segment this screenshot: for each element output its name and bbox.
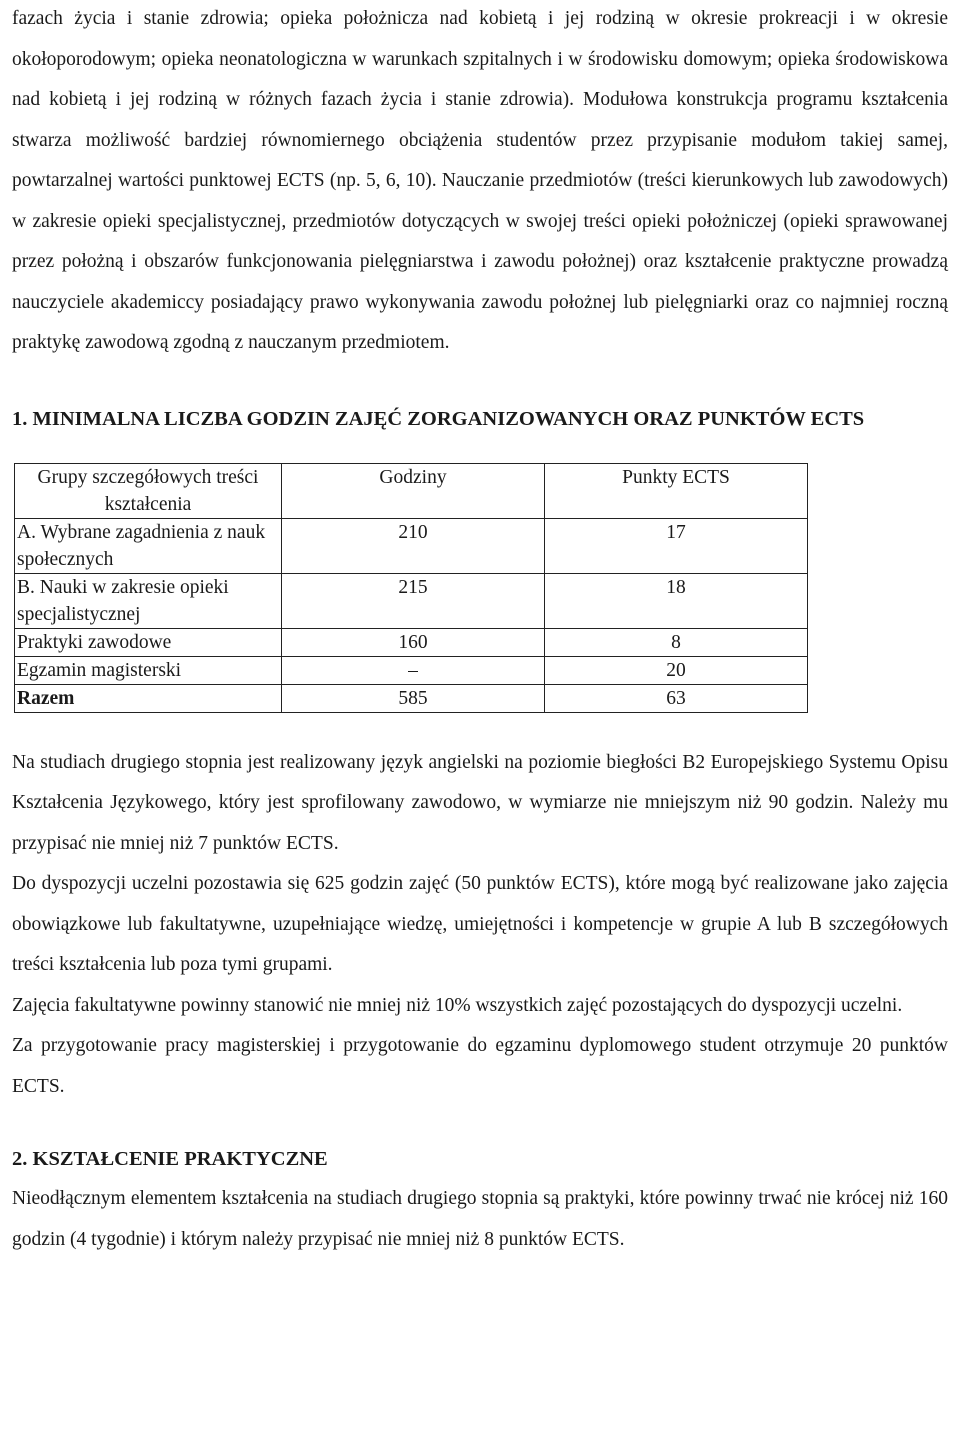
row-ects: 17 (545, 518, 808, 573)
practice-paragraph: Nieodłącznym elementem kształcenia na studiach drugiego stopnia są praktyki, które powinny trwać nie krócej niż 160 godzin (4 tygodnie) i którym należy przypisać nie mniej niż 8 punktów ECTS. (12, 1188, 948, 1250)
total-hours: 585 (282, 684, 545, 712)
row-label: Egzamin magisterski (15, 656, 282, 684)
row-ects: 8 (545, 628, 808, 656)
row-hours: 215 (282, 573, 545, 628)
total-label: Razem (15, 684, 282, 712)
section1-notes (12, 743, 948, 1108)
electives-paragraph: Zajęcia fakultatywne powinny stanowić nie mniej niż 10% wszystkich zajęć pozostających do dyspozycji uczelni. (12, 994, 903, 1016)
header-cell-ects: Punkty ECTS (545, 463, 808, 518)
intro-paragraph: fazach życia i stanie zdrowia; opieka położnicza nad kobietą i jej rodziną w okresie prokreacji i w okresie okołoporodowym; opieka neonatologiczna w warunkach szpitalnych i w środowisku domowym; opieka środowiskowa nad kobietą i jej rodziną w różnych fazach życia i stanie zdrowia). Modułowa konstrukcja programu kształcenia stwarza możliwość bardziej równomiernego obciążenia studentów przez przypisanie modułom takiej samej, powtarzalnej wartości punktowej ECTS (np. 5, 6, 10). Nauczanie przedmiotów (treści kierunkowych lub zawodowych) w zakresie opieki specjalistycznej, przedmiotów dotyczących w swojej treści opieki położniczej (opieki sprawowanej przez położną i obszarów funkcjonowania pielęgniarstwa i zawodu położnej) oraz kształcenie praktyczne prowadzą nauczyciele akademiccy posiadający prawo wykonywania zawodu położnej lub pielęgniarki oraz co najmniej roczną praktykę zawodową zgodną z nauczanym przedmiotem. (12, 8, 948, 353)
header-cell-hours: Godziny (282, 463, 545, 518)
total-ects: 63 (545, 684, 808, 712)
row-label: Praktyki zawodowe (15, 628, 282, 656)
row-hours: – (282, 656, 545, 684)
table-total-row (15, 684, 808, 712)
ects-table (14, 463, 808, 713)
row-ects: 20 (545, 656, 808, 684)
language-paragraph: Na studiach drugiego stopnia jest realizowany język angielski na poziomie biegłości B2 Europejskiego Systemu Opisu Kształcenia Językowego, który jest sprofilowany zawodowo, w wymiarze nie mniejszym niż 90 godzin. Należy mu przypisać nie mniej niż 7 punktów ECTS. (12, 751, 948, 854)
header-cell-groups: Grupy szczegółowych treści kształcenia (15, 463, 282, 518)
section1-heading: 1. MINIMALNA LICZBA GODZIN ZAJĘĆ ZORGANIZOWANYCH ORAZ PUNKTÓW ECTS (12, 407, 865, 430)
thesis-paragraph: Za przygotowanie pracy magisterskiej i przygotowanie do egzaminu dyplomowego student otrzymuje 20 punktów ECTS. (12, 1035, 948, 1097)
table-row (15, 628, 808, 656)
row-hours: 160 (282, 628, 545, 656)
table-row (15, 573, 808, 628)
table-row (15, 656, 808, 684)
university-hours-paragraph: Do dyspozycji uczelni pozostawia się 625 godzin zajęć (50 punktów ECTS), które mogą być realizowane jako zajęcia obowiązkowe lub fakultatywne, uzupełniające wiedzę, umiejętności i kompetencje w grupie A lub B szczegółowych treści kształcenia lub poza tymi grupami. (12, 873, 948, 975)
row-label: B. Nauki w zakresie opieki specjalistycznej (15, 573, 282, 628)
table-row (15, 518, 808, 573)
table-header-row (15, 463, 808, 518)
row-hours: 210 (282, 518, 545, 573)
row-ects: 18 (545, 573, 808, 628)
row-label: A. Wybrane zagadnienia z nauk społecznych (15, 518, 282, 573)
section2-heading: 2. KSZTAŁCENIE PRAKTYCZNE (12, 1148, 328, 1170)
